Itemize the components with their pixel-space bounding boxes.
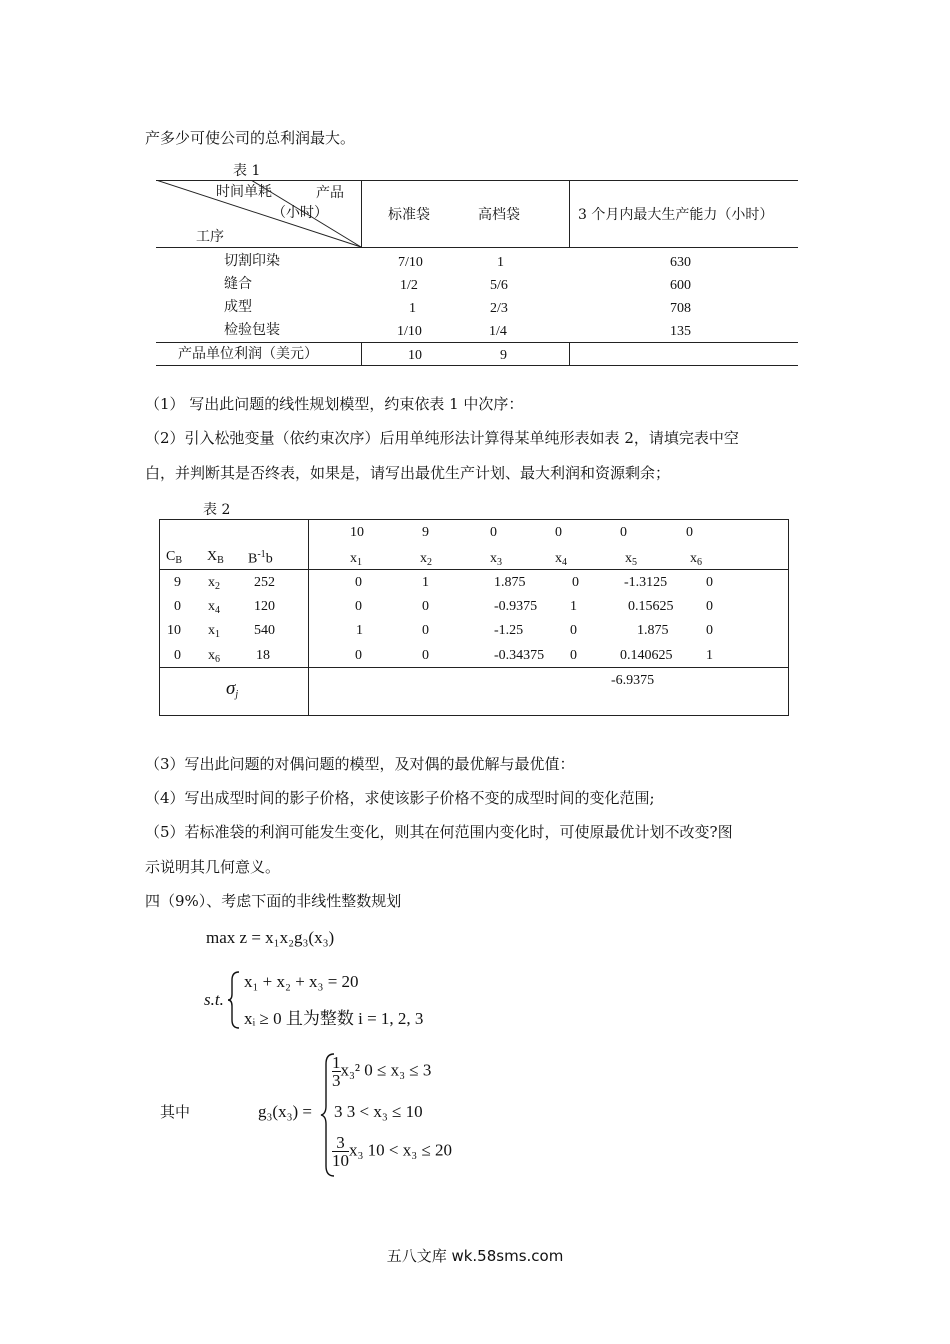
row-high: 2/3 [490,301,508,316]
row-val: 0 [355,599,362,614]
row-val: 0 [422,599,429,614]
footer-watermark: 五八文库 wk.58sms.com [386,1247,564,1265]
profit-label: 产品单位利润（美元） [178,346,318,362]
row-val: 0 [570,623,577,638]
row-val: 0 [422,623,429,638]
row-val: 0.15625 [628,599,674,614]
var-x1: $x_1$ [350,551,362,568]
var-x2: $x_2$ [420,551,432,568]
row-cb: 0 [174,599,181,614]
row-cap: 630 [670,255,691,270]
row-process: 切割印染 [224,253,280,269]
row-process: 成型 [224,299,252,315]
st-label: s.t. [204,990,224,1009]
intro-line: 产多少可使公司的总利润最大。 [145,129,356,147]
cost-x5: 0 [620,525,627,540]
profit-std: 10 [408,348,422,363]
row-val: 1 [570,599,577,614]
row-std: 1/2 [400,278,418,293]
table-2-caption: 表 2 [203,502,231,518]
header-standard-bag: 标准袋 [388,207,430,223]
g-lhs: g₃(x₃) = [258,1102,313,1121]
header-cb: $C_B$ [166,549,183,566]
cost-x6: 0 [686,525,693,540]
question-2: （2）引入松弛变量（依约束次序）后用单纯形法计算得某单纯形表如表 2，请填完表中空 [145,429,739,447]
row-val: 0 [572,575,579,590]
row-high: 5/6 [490,278,508,293]
header-binv-b: $B^{-1}b$ [248,549,273,567]
row-xb: $x_2$ [208,575,220,592]
row-val: 0 [355,575,362,590]
row-cap: 600 [670,278,691,293]
brace-constraints [227,970,241,1030]
cost-x3: 0 [490,525,497,540]
row-cb: 0 [174,648,181,663]
row-b: 540 [254,623,275,638]
constraint-2: xᵢ ≥ 0 且为整数 i = 1, 2, 3 [244,1009,424,1028]
corner-label-time: 时间单耗 [216,184,272,200]
row-cap: 135 [670,324,691,339]
objective: max z = x₁x₂g₃(x₃) [206,928,335,947]
row-val: 0.140625 [620,648,673,663]
constraint-1: x₁ + x₂ + x₃ = 20 [244,972,359,991]
row-b: 252 [254,575,275,590]
question-5-cont: 示说明其几何意义。 [145,858,281,876]
row-b: 120 [254,599,275,614]
row-val: -0.34375 [494,648,545,663]
row-val: 1 [422,575,429,590]
row-std: 1/10 [397,324,422,339]
corner-label-product: 产品 [316,185,344,201]
corner-label-unit: （小时） [272,205,328,221]
row-val: -0.9375 [494,599,538,614]
question-3: （3）写出此问题的对偶问题的模型，及对偶的最优解与最优值： [145,755,575,773]
row-high: 1/4 [489,324,507,339]
row-val: 1.875 [637,623,669,638]
cost-x2: 9 [422,525,429,540]
row-val: 1 [706,648,713,663]
profit-high: 9 [500,348,507,363]
row-val: 0 [706,599,713,614]
question-4: （4）写出成型时间的影子价格，求使该影子价格不变的成型时间的变化范围; [145,789,655,807]
cost-x4: 0 [555,525,562,540]
case-3: $\frac{3}{10}$ x₃ 10 < x₃ ≤ 20 [332,1133,453,1170]
question-5: （5）若标准袋的利润可能发生变化，则其在何范围内变化时，可使原最优计划不改变?图 [145,823,733,841]
question-1: （1） 写出此问题的线性规划模型，约束依表 1 中次序： [145,395,524,413]
var-x5: $x_5$ [625,551,637,568]
corner-label-process: 工序 [196,229,224,245]
sigma-value: -6.9375 [611,673,655,688]
header-xb: $X_B$ [207,549,224,566]
sigma-label: $\sigma_j$ [226,678,239,700]
row-val: 0 [706,623,713,638]
row-process: 检验包装 [224,322,280,338]
row-val: 0 [422,648,429,663]
header-capacity: 3 个月内最大生产能力（小时） [578,207,774,223]
row-val: 0 [570,648,577,663]
row-high: 1 [497,255,504,270]
row-xb: $x_4$ [208,599,220,616]
cost-x1: 10 [350,525,364,540]
var-x3: $x_3$ [490,551,502,568]
header-premium-bag: 高档袋 [478,207,520,223]
row-val: -1.3125 [624,575,668,590]
where-label: 其中 [160,1103,191,1121]
case-2: 3 3 < x₃ ≤ 10 [334,1102,423,1121]
table-1-caption: 表 1 [233,163,261,179]
row-val: 0 [706,575,713,590]
row-std: 7/10 [398,255,423,270]
row-val: 0 [355,648,362,663]
question-2-cont: 白，并判断其是否终表，如果是，请写出最优生产计划、最大利润和资源剩余； [145,464,671,482]
row-cb: 9 [174,575,181,590]
row-val: 1 [356,623,363,638]
row-xb: $x_6$ [208,648,220,665]
row-cb: 10 [167,623,181,638]
var-x4: $x_4$ [555,551,567,568]
row-val: 1.875 [494,575,526,590]
row-std: 1 [409,301,416,316]
row-b: 18 [256,648,270,663]
case-1: $\frac{1}{3}$ x₃² 0 ≤ x₃ ≤ 3 [332,1053,432,1090]
section-4-title: 四（9%）、考虑下面的非线性整数规划 [145,892,402,910]
var-x6: $x_6$ [690,551,702,568]
row-val: -1.25 [494,623,524,638]
row-cap: 708 [670,301,691,316]
row-xb: $x_1$ [208,623,220,640]
row-process: 缝合 [224,276,252,292]
